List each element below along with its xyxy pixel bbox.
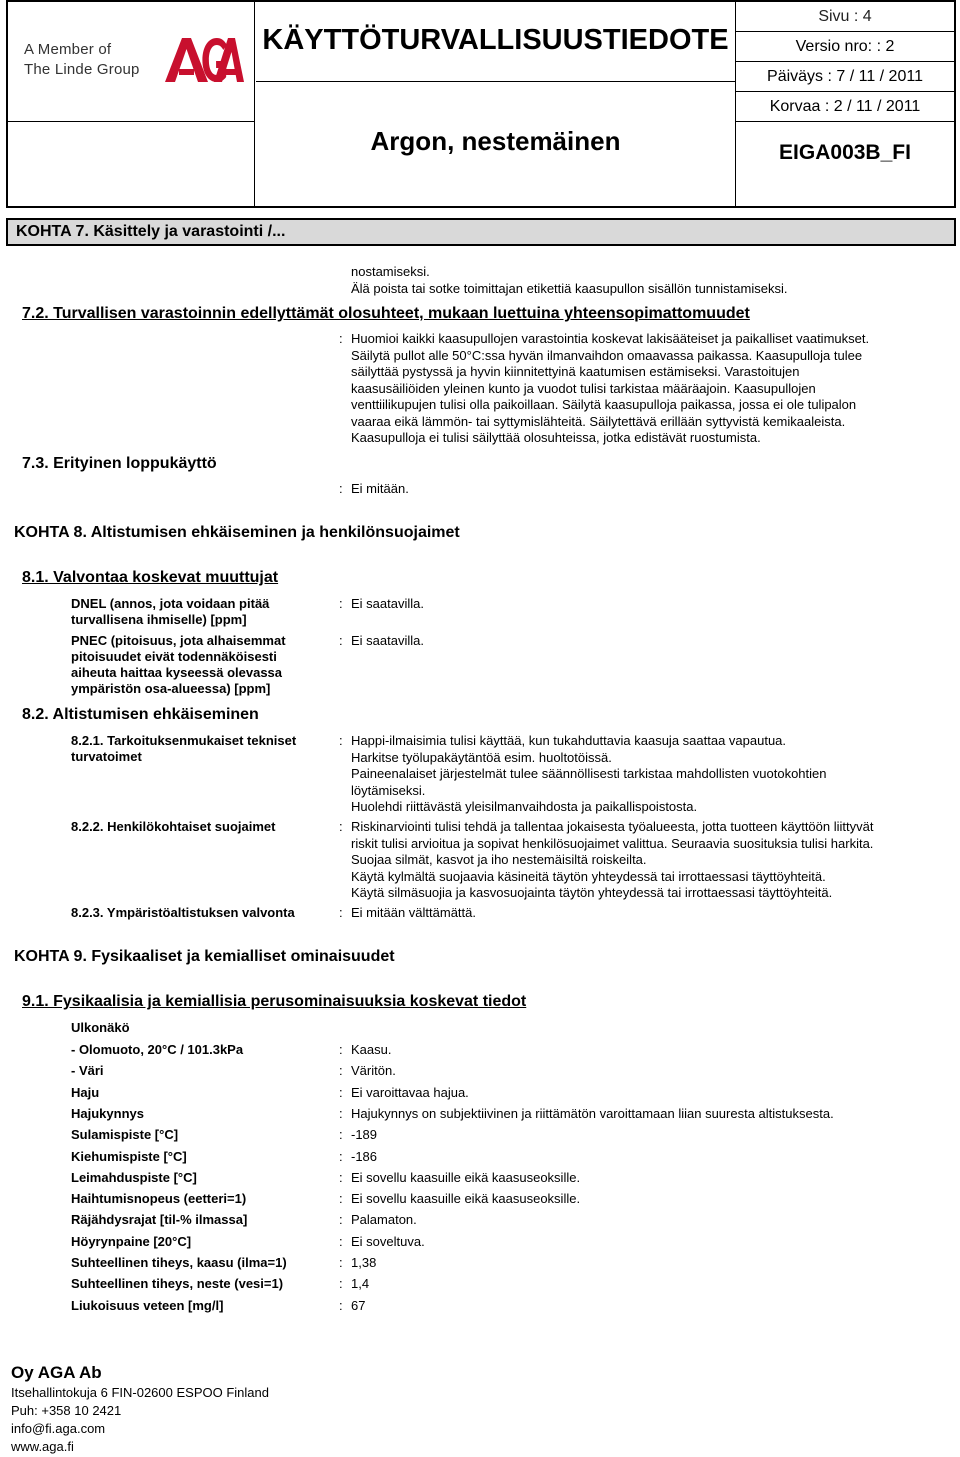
text-line: turvatoimet [71,749,142,764]
colon: : [339,1149,343,1164]
property-value: Ei varoittavaa hajua. [351,1085,469,1100]
property-value: 67 [351,1298,366,1313]
product-name: Argon, nestemäinen [256,82,736,206]
logo-member-line: A Member of [24,41,112,58]
property-label: Höyrynpaine [20°C] [71,1234,192,1249]
property-label: Kiehumispiste [°C] [71,1149,187,1164]
colon: : [339,1042,343,1057]
text-line: venttiilikupujen tulisi olla paikoillaan. Säilytä kaasupulloja paikassa, jossa ei ole tulipalon [351,397,857,412]
text-line: aiheuta haittaa kyseessä olevassa [71,665,283,680]
property-value: Palamaton. [351,1212,417,1227]
company-email: info@fi.aga.com [11,1421,106,1436]
section-7-2-title [22,305,750,323]
colon: : [339,331,343,346]
section-8-1-title [22,569,278,587]
property-label: Liukoisuus veteen [mg/l] [71,1298,224,1313]
colon: : [339,819,343,834]
section-8-2-3-label: 8.2.3. Ympäristöaltistuksen valvonta [71,905,295,920]
section-9-heading: KOHTA 9. Fysikaaliset ja kemialliset ominaisuudet [14,948,395,965]
text-line: Käytä kylmältä suojaavia käsineitä täytön yhteydessä tai irrottaessasi täyttöyhteitä. [351,868,826,884]
text-line: Harkitse työlupakäytäntöä esim. huoltotöissä. [351,749,612,765]
company-website: www.aga.fi [11,1439,74,1454]
text-line: löytämiseksi. [351,782,426,798]
text-line: Huomioi kaikki kaasupullojen varastointia koskevat lakisääteiset ja paikalliset vaatimukset. [351,331,870,346]
dnel-value: Ei saatavilla. [351,596,424,611]
document-code: EIGA003B_FI [779,141,911,164]
section-8-heading: KOHTA 8. Altistumisen ehkäiseminen ja henkilönsuojaimet [14,524,460,541]
section-8-2-2-text [351,819,873,902]
logo-cell [8,2,255,122]
logo-group-line: The Linde Group [24,61,140,78]
text-line: Paineenalaiset järjestelmät tulee säännöllisesti tarkistaa mahdollisten vuotokohtien [351,766,827,781]
section-7-2-title-text: 7.2. Turvallisen varastoinnin edellyttämät olosuhteet, mukaan luettuina yhteensopimattomuudet [22,305,750,322]
colon: : [339,1170,343,1185]
section-7-3-value: Ei mitään. [351,481,409,496]
text-line: vaaraa eikä lämmön- tai syttymislähteitä. Säilytettävä erillään syttyvistä kemikaaleista. [351,413,846,429]
colon: : [339,481,343,496]
text-line: turvallisena ihmiselle) [ppm] [71,612,247,627]
aga-logo [162,32,244,90]
colon: : [339,905,343,920]
colon: : [339,1276,343,1291]
text-line: kaasusäiliöiden yleinen kunto ja vuodot tulisi tarkistaa määräajoin. Kaasupullojen [351,380,816,396]
colon: : [339,1085,343,1100]
text-line: Säilytä pullot alle 50°C:ssa hyvän ilmanvaihdon omaavassa paikassa. Kaasupulloja tulee [351,347,863,363]
section-8-1-title-text: 8.1. Valvontaa koskevat muuttujat [22,569,279,586]
footer [11,1362,269,1456]
text-line: riskit tulisi arvioitua ja sopivat henkilösuojaimet valittua. Seuraavia suosituksia tulisi harkita. [351,835,874,851]
pnec-value: Ei saatavilla. [351,633,424,648]
property-label: Sulamispiste [°C] [71,1127,179,1142]
text-line: Huolehdi riittävästä yleisilmanvaihdosta ja paikallispoistosta. [351,799,698,814]
section-8-2-title: 8.2. Altistumisen ehkäiseminen [22,706,259,723]
text-line: Suojaa silmät, kasvot ja iho nestemäisiltä roiskeilta. [351,852,647,867]
colon: : [339,1063,343,1078]
document-header [6,0,956,208]
section-8-2-3-value: Ei mitään välttämättä. [351,905,476,920]
colon: : [339,633,343,648]
section-7-bar: KOHTA 7. Käsittely ja varastointi /... [6,218,956,246]
text-line: Riskinarviointi tulisi tehdä ja tallentaa jokaisesta työalueesta, jotta tuotteen käyttöön liittyvät [351,819,874,834]
colon: : [339,1255,343,1270]
text-line: Käytä silmäsuojia ja kasvosuojainta täytön yhteydessä tai irrottaessasi täyttöyhteitä. [351,885,833,900]
property-value: Ei sovellu kaasuille eikä kaasuseoksille. [351,1191,581,1206]
property-label: - Olomuoto, 20°C / 101.3kPa [71,1042,244,1057]
colon: : [339,1191,343,1206]
replaces-date: Korvaa : 2 / 11 / 2011 [736,92,954,122]
property-label: Haju [71,1085,100,1100]
company-phone: Puh: +358 10 2421 [11,1403,122,1418]
section-7-3-title: 7.3. Erityinen loppukäyttö [22,455,217,472]
section-8-2-1-label [71,733,296,765]
text-line: ympäristön osa-alueessa) [ppm] [71,681,271,696]
section-8-2-1-text [351,733,827,816]
property-label: Suhteellinen tiheys, kaasu (ilma=1) [71,1255,287,1270]
logo-cell-bottom [8,122,255,206]
colon: : [339,596,343,611]
text-line: Kaasupulloja ei tulisi säilyttää olosuhteissa, jotka edistävät ruostumista. [351,430,761,445]
appearance-label: Ulkonäkö [71,1020,130,1035]
section-7-continuation [351,264,787,297]
property-value: Kaasu. [351,1042,392,1057]
text-line: 8.2.1. Tarkoituksenmukaiset tekniset [71,733,297,748]
text-line: nostamiseksi. [351,264,430,279]
property-label: Räjähdysrajat [til-% ilmassa] [71,1212,248,1227]
linde-group-text [24,40,140,80]
issue-date: Päiväys : 7 / 11 / 2011 [736,62,954,92]
colon: : [339,1106,343,1121]
section-8-2-2-label: 8.2.2. Henkilökohtaiset suojaimet [71,819,276,834]
property-value: 1,38 [351,1255,377,1270]
property-value: Ei sovellu kaasuille eikä kaasuseoksille. [351,1170,581,1185]
property-value: Hajukynnys on subjektiivinen ja riittämätön varoittamaan liian suuresta altistuksesta. [351,1106,834,1121]
property-value: Väritön. [351,1063,396,1078]
property-label: Leimahduspiste [°C] [71,1170,197,1185]
page-number: Sivu : 4 [736,2,954,32]
text-line: Älä poista tai sotke toimittajan etikettiä kaasupullon sisällön tunnistamiseksi. [351,280,788,296]
document-title: KÄYTTÖTURVALLISUUSTIEDOTE [256,2,736,82]
pnec-label [71,633,286,697]
text-line: säilyttää pystyssä ja hyvin kiinnitettyinä kaatumisen estämiseksi. Varastoitujen [351,364,800,379]
property-label: Haihtumisnopeus (eetteri=1) [71,1191,247,1206]
property-value: 1,4 [351,1276,370,1291]
colon: : [339,733,343,748]
property-label: Hajukynnys [71,1106,144,1121]
property-value: -189 [351,1127,378,1142]
colon: : [339,1212,343,1227]
property-label: Suhteellinen tiheys, neste (vesi=1) [71,1276,284,1291]
document-meta [736,2,954,122]
section-9-1-title-text: 9.1. Fysikaalisia ja kemiallisia perusominaisuuksia koskevat tiedot [22,993,527,1010]
section-7-2-text [351,331,869,447]
property-label: - Väri [71,1063,104,1078]
colon: : [339,1298,343,1313]
property-value: Ei soveltuva. [351,1234,425,1249]
section-9-1-title [22,993,526,1011]
colon: : [339,1234,343,1249]
version-number: Versio nro: : 2 [736,32,954,62]
property-value: -186 [351,1149,378,1164]
text-line: DNEL (annos, jota voidaan pitää [71,596,270,611]
text-line: PNEC (pitoisuus, jota alhaisemmat [71,633,286,648]
company-name: Oy AGA Ab [11,1363,102,1382]
company-address: Itsehallintokuja 6 FIN-02600 ESPOO Finland [11,1385,269,1400]
dnel-label [71,596,269,628]
text-line: Happi-ilmaisimia tulisi käyttää, kun tukahduttavia kaasuja saattaa vapautua. [351,733,787,748]
text-line: pitoisuudet eivät todennäköisesti [71,649,277,664]
colon: : [339,1127,343,1142]
